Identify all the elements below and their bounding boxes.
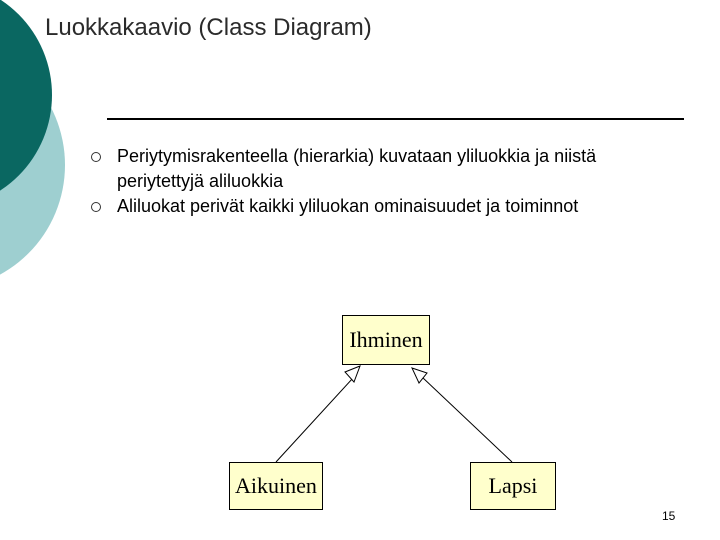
inheritance-line-lapsi xyxy=(422,377,512,462)
class-box-lapsi: Lapsi xyxy=(470,462,556,510)
page-number: 15 xyxy=(662,509,676,523)
inheritance-arrowhead-left xyxy=(345,366,360,382)
bullet-text: Aliluokat perivät kaikki yliluokan ominaisuudet ja toiminnot xyxy=(117,196,579,216)
bullet-text: Periytymisrakenteella (hierarkia) kuvataan yliluokkia ja niistä periytettyjä aliluokkia xyxy=(117,146,597,191)
class-box-ihminen: Ihminen xyxy=(342,315,430,365)
inheritance-line-aikuinen xyxy=(276,378,353,462)
inheritance-arrowhead-right xyxy=(412,368,427,383)
slide-title: Luokkakaavio (Class Diagram) xyxy=(45,14,372,41)
class-box-aikuinen: Aikuinen xyxy=(229,462,323,510)
